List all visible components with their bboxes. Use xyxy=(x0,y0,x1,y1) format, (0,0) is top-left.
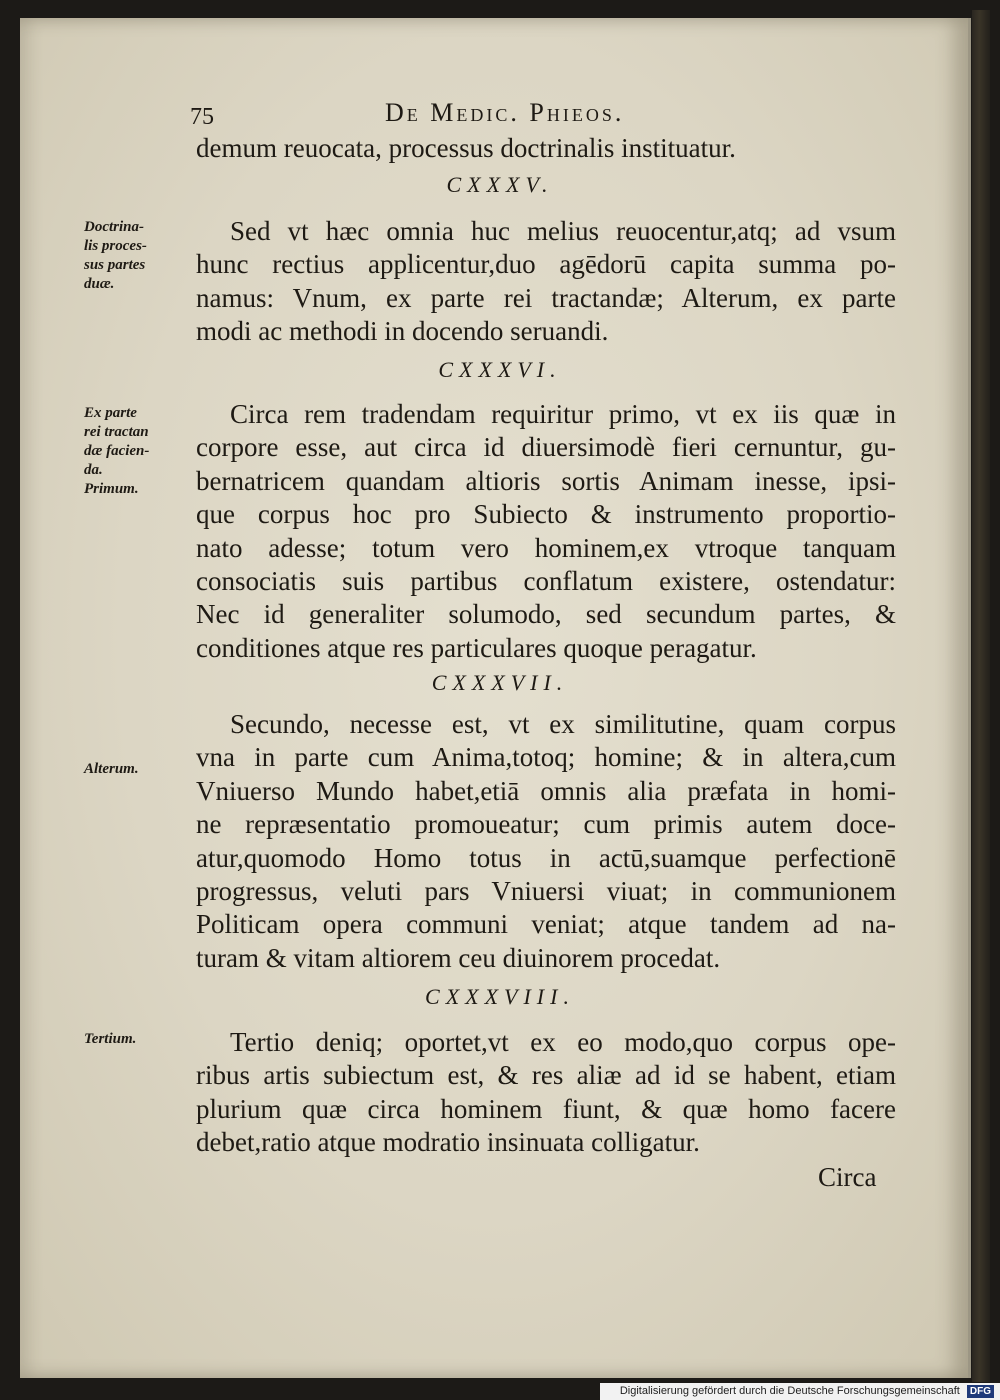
text-line: corpore esse, aut circa id diuersimodè fieri cernuntur, gu- xyxy=(196,432,896,463)
text-line: Circa rem tradendam requiritur primo, vt ex iis quæ in xyxy=(230,399,896,429)
margin-line: sus partes xyxy=(84,257,146,273)
credit-text: Digitalisierung gefördert durch die Deutsche Forschungsgemeinschaft xyxy=(619,1385,960,1397)
paragraph xyxy=(196,215,896,349)
running-title: De Medic. Phieos. xyxy=(385,98,625,127)
margin-line: da. xyxy=(84,462,103,478)
paragraph xyxy=(196,708,896,975)
text-line: turam & vitam altiorem ceu diuinorem procedat. xyxy=(196,942,721,973)
margin-note xyxy=(84,218,189,294)
text-line: demum reuocata, processus doctrinalis instituatur. xyxy=(196,133,736,163)
section-number: CXXXVIII. xyxy=(425,984,575,1009)
text-line: nato adesse; totum vero hominem,ex vtroque tanquam xyxy=(196,532,896,563)
text-line: modi ac methodi in docendo seruandi. xyxy=(196,316,609,347)
text-line: atur,quomodo Homo totus in actū,suamque perfectionē xyxy=(196,842,896,873)
margin-note xyxy=(84,1030,189,1049)
text-line: debet,ratio atque modratio insinuata colligatur. xyxy=(196,1127,700,1158)
running-head xyxy=(0,88,1000,128)
text-line: ne repræsentatio promoueatur; cum primis autem doce- xyxy=(196,809,896,840)
margin-line: lis proces- xyxy=(84,238,147,254)
margin-line: Ex parte xyxy=(84,405,137,421)
text-line: consociatis suis partibus conflatum existere, ostendatur: xyxy=(196,566,896,597)
text-line: Nec id generaliter solumodo, sed secundum partes, & xyxy=(196,599,896,630)
text-line: Secundo, necesse est, vt ex similitutine, quam corpus xyxy=(230,709,896,739)
section-number: CXXXVII. xyxy=(431,670,569,695)
margin-line: rei tractan xyxy=(84,424,149,440)
digitization-credit[interactable] xyxy=(600,1383,1000,1400)
text-line: que corpus hoc pro Subiecto & instrumento proportio- xyxy=(196,499,896,530)
book-edge xyxy=(972,10,990,1382)
text-line: hunc rectius applicentur,duo agēdorū capita summa po- xyxy=(196,249,896,280)
text-line: Sed vt hæc omnia huc melius reuocentur,atq; ad vsum xyxy=(230,216,896,246)
text-line: plurium quæ circa hominem fiunt, & quæ homo facere xyxy=(196,1093,896,1124)
margin-line: dæ facien- xyxy=(84,443,150,459)
text-line: conditiones atque res particulares quoque peragatur. xyxy=(196,632,757,663)
page-number: 75 xyxy=(190,104,214,130)
paragraph xyxy=(196,398,896,665)
opening-line xyxy=(196,132,896,165)
margin-note xyxy=(84,760,189,779)
catchword: Circa xyxy=(818,1162,877,1192)
text-line: vna in parte cum Anima,totoq; homine; & in altera,cum xyxy=(196,742,896,773)
section-number: CXXXVI. xyxy=(438,357,562,382)
section-number: CXXXV. xyxy=(446,172,554,197)
margin-line: Primum. xyxy=(84,481,139,497)
text-line: Vniuerso Mundo habet,etiā omnis alia præfata in homi- xyxy=(196,775,896,806)
margin-line: duæ. xyxy=(84,276,115,292)
margin-note xyxy=(84,404,189,499)
paragraph xyxy=(196,1026,896,1160)
dfg-logo: DFG xyxy=(967,1385,994,1398)
text-line: Politicam opera communi veniat; atque tandem ad na- xyxy=(196,909,896,940)
margin-line: Doctrina- xyxy=(84,219,144,235)
text-line: progressus, veluti pars Vniuersi viuat; in communionem xyxy=(196,876,896,907)
text-line: Tertio deniq; oportet,vt ex eo modo,quo corpus ope- xyxy=(230,1027,896,1057)
text-line: ribus artis subiectum est, & res aliæ ad id se habent, etiam xyxy=(196,1060,896,1091)
text-line: namus: Vnum, ex parte rei tractandæ; Alterum, ex parte xyxy=(196,282,896,313)
text-line: bernatricem quandam altioris sortis Animam inesse, ipsi- xyxy=(196,465,896,496)
margin-line: Tertium. xyxy=(84,1031,137,1047)
margin-line: Alterum. xyxy=(84,761,139,777)
